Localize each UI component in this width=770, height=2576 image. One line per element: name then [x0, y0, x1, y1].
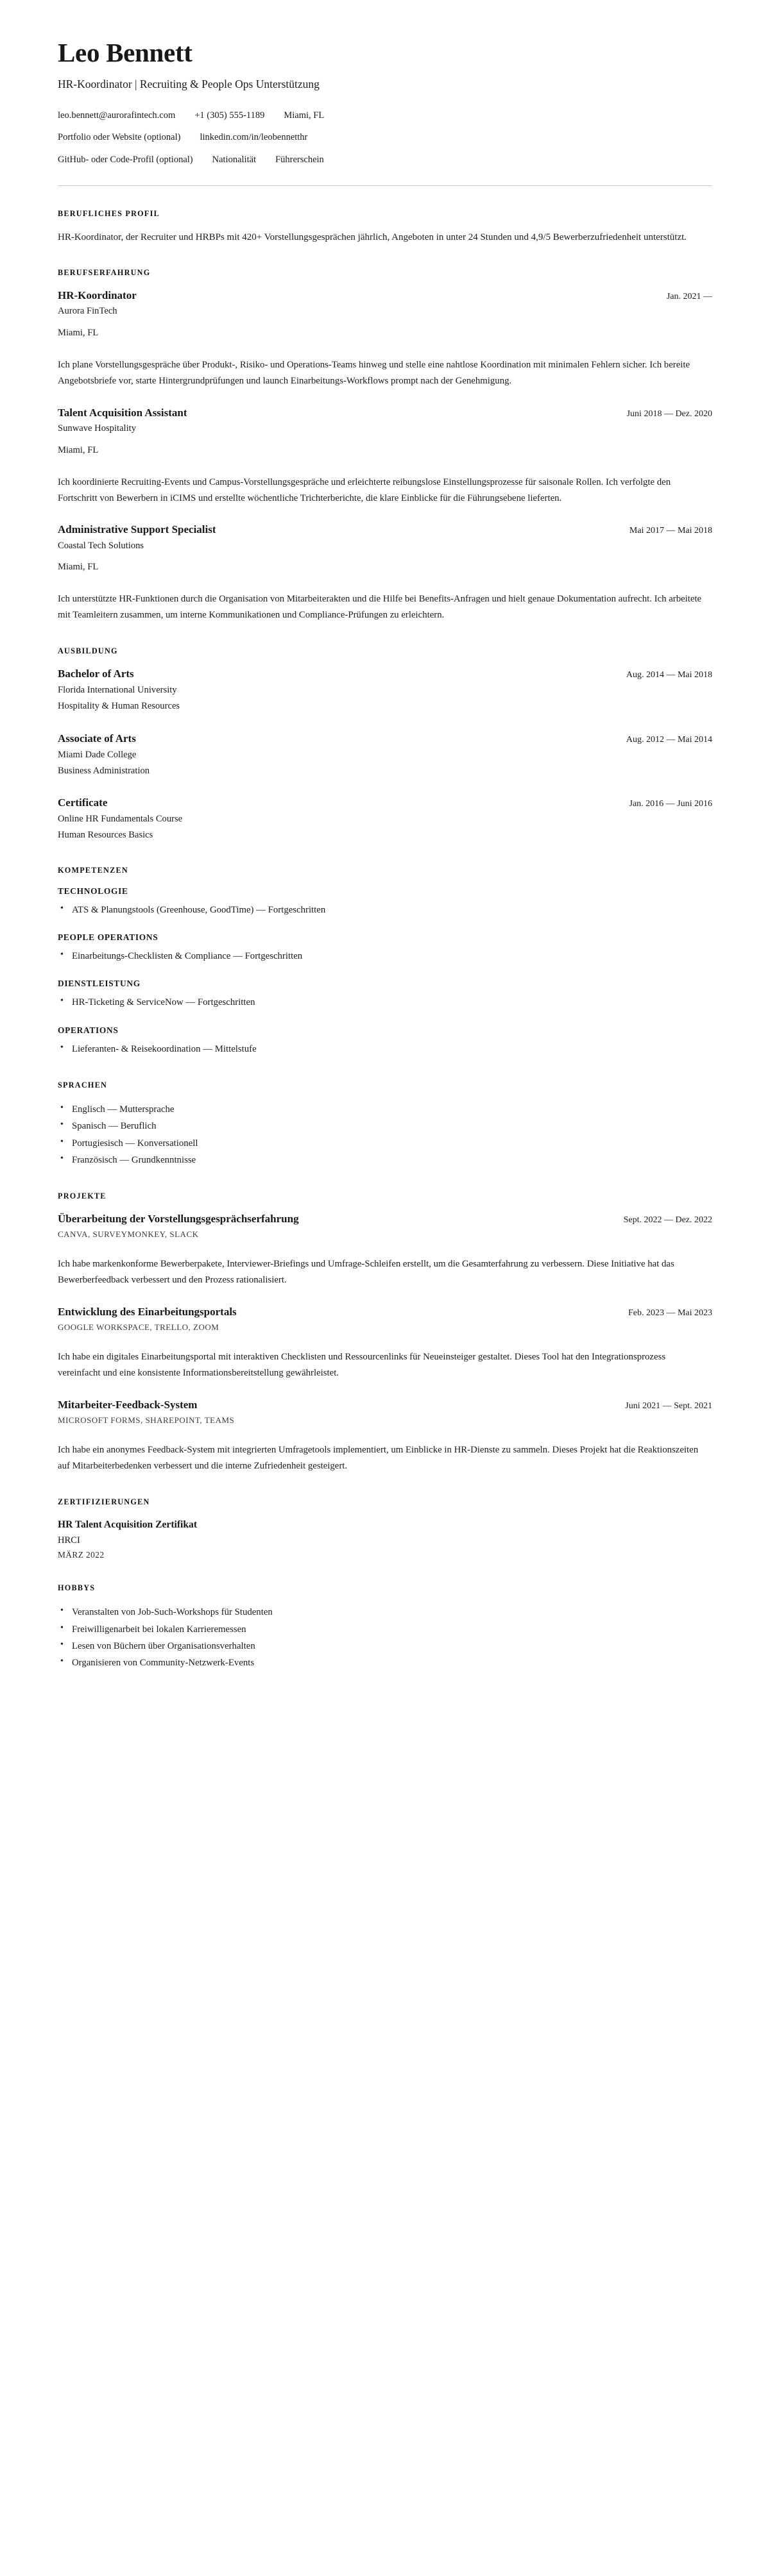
education-item-head	[58, 667, 712, 681]
section-title-hobbies: HOBBYS	[58, 1583, 96, 1593]
section-title-education: AUSBILDUNG	[58, 646, 118, 656]
skill-group	[58, 932, 712, 964]
project-tech-stack: CANVA, SURVEYMONKEY, SLACK	[58, 1229, 199, 1240]
project-item-head	[58, 1305, 712, 1319]
project-description: Ich habe markenkonforme Bewerberpakete, Interviewer-Briefings und Umfrage-Schleifen erstellt, um die Gesamterfahrung zu verbessern. Diese Initiative hat das Bewerberfeedback verbessert und den Prozess rationalisiert.	[58, 1259, 674, 1286]
education-field: Business Administration	[58, 765, 150, 776]
skill-group	[58, 886, 712, 918]
contact-github[interactable]: GitHub- oder Code-Profil (optional)	[58, 155, 193, 165]
hobby-item: • Freiwilligenarbeit bei lokalen Karrieremessen	[58, 1621, 712, 1638]
project-date-range: Juni 2021 — Sept. 2021	[625, 1401, 712, 1411]
language-list	[58, 1101, 712, 1168]
project-item-head	[58, 1212, 712, 1226]
contact-phone[interactable]: +1 (305) 555-1189	[194, 110, 265, 121]
education-degree: Associate of Arts	[58, 732, 136, 745]
project-title: Entwicklung des Einarbeitungsportals	[58, 1306, 237, 1318]
experience-description: Ich plane Vorstellungsgespräche über Produkt-, Risiko- und Operations-Teams hinweg und stelle eine nahtlose Koordination mit minimalen Fehlern sicher. Ich bereite Angebotsbriefe vor, starte Hintergrundprüfungen und launch Einarbeitungs-Workflows prompt nach der Genehmigung.	[58, 360, 690, 386]
skill-list	[58, 948, 712, 964]
skill-group-title: TECHNOLOGIE	[58, 886, 128, 896]
skill-group	[58, 979, 712, 1011]
experience-location: Miami, FL	[58, 444, 99, 455]
hobby-list	[58, 1604, 712, 1671]
education-school: Miami Dade College	[58, 749, 137, 760]
section-title-languages: SPRACHEN	[58, 1080, 108, 1090]
skill-group-title: DIENSTLEISTUNG	[58, 979, 141, 989]
header-divider	[58, 185, 712, 186]
project-description: Ich habe ein anonymes Feedback-System mit integrierten Umfragetools implementiert, um Einblicke in HR-Dienste zu sammeln. Dieses Projekt hat die Reaktionszeiten auf Mitarbeiterbedenken verbessert und die interne Zufriedenheit gesteigert.	[58, 1445, 699, 1472]
project-description: Ich habe ein digitales Einarbeitungsportal mit interaktiven Checklisten und Ressourcenlinks für Neueinsteiger gestaltet. Dieses Tool hat den Integrationsprozess vereinfacht und eine konsistente Informationsbereitstellung gewährleistet.	[58, 1352, 666, 1379]
experience-date-range: Juni 2018 — Dez. 2020	[626, 408, 712, 419]
experience-item-head	[58, 523, 712, 537]
project-tech-stack: GOOGLE WORKSPACE, TRELLO, ZOOM	[58, 1322, 219, 1333]
profile-summary-text: HR-Koordinator, der Recruiter und HRBPs mit 420+ Vorstellungsgesprächen jährlich, Angeboten in unter 24 Stunden und 4,9/5 Bewerberzufriedenheit unterstützt.	[58, 232, 687, 242]
education-school: Online HR Fundamentals Course	[58, 814, 183, 825]
project-item	[58, 1212, 712, 1288]
experience-company: Sunwave Hospitality	[58, 423, 137, 434]
certification-item	[58, 1518, 712, 1560]
section-title-skills: KOMPETENZEN	[58, 865, 128, 875]
project-title: Überarbeitung der Vorstellungsgesprächserfahrung	[58, 1213, 299, 1225]
section-title-projects: PROJEKTE	[58, 1191, 107, 1201]
section-hobbies	[58, 1583, 712, 1671]
project-item	[58, 1305, 712, 1381]
section-education	[58, 646, 712, 843]
language-item: • Französisch — Grundkenntnisse	[58, 1152, 712, 1168]
section-title-profile: BERUFLICHES PROFIL	[58, 208, 160, 218]
skill-item: • Lieferanten- & Reisekoordination — Mittelstufe	[58, 1041, 712, 1057]
section-projects	[58, 1191, 712, 1474]
skill-item: • ATS & Planungstools (Greenhouse, GoodTime) — Fortgeschritten	[58, 902, 712, 918]
education-date-range: Aug. 2014 — Mai 2018	[626, 670, 712, 680]
education-item	[58, 667, 712, 714]
hobby-item: • Organisieren von Community-Netzwerk-Events	[58, 1654, 712, 1671]
skill-group	[58, 1025, 712, 1057]
project-date-range: Feb. 2023 — Mai 2023	[628, 1308, 712, 1318]
experience-item	[58, 406, 712, 507]
education-date-range: Aug. 2012 — Mai 2014	[626, 734, 712, 745]
education-date-range: Jan. 2016 — Juni 2016	[629, 799, 712, 809]
skill-list	[58, 1041, 712, 1057]
contact-email[interactable]: leo.bennett@aurorafintech.com	[58, 110, 176, 121]
contact-nationality: Nationalität	[212, 155, 257, 165]
experience-company: Aurora FinTech	[58, 306, 117, 317]
certification-name: HR Talent Acquisition Zertifikat	[58, 1519, 198, 1530]
project-item-head	[58, 1398, 712, 1412]
experience-description: Ich koordinierte Recruiting-Events und Campus-Vorstellungsgespräche und erleichterte reibungslose Einstellungsprozesse für saisonale Rollen. Ich verfolgte den Fortschritt von Bewerbern in iCIMS und erstellte wöchentliche Trichterberichte, die klare Einblicke für die Führungsebene lieferten.	[58, 476, 671, 503]
contact-linkedin[interactable]: linkedin.com/in/leobennetthr	[200, 132, 308, 143]
hobby-item: • Veranstalten von Job-Such-Workshops für Studenten	[58, 1604, 712, 1621]
project-title: Mitarbeiter-Feedback-System	[58, 1399, 198, 1411]
language-item: • Spanisch — Beruflich	[58, 1118, 712, 1134]
skill-list	[58, 902, 712, 918]
experience-description: Ich unterstützte HR-Funktionen durch die Organisation von Mitarbeiterakten und die Hilfe bei Benefits-Anfragen und hielt genaue Dokumentation aufrecht. Ich arbeitete mit Teamleitern zusammen, um interne Kommunikationen und Compliance-Prüfungen zu erleichtern.	[58, 594, 702, 621]
section-certifications	[58, 1497, 712, 1560]
skill-list	[58, 994, 712, 1011]
project-item	[58, 1398, 712, 1474]
experience-item	[58, 523, 712, 623]
project-date-range: Sept. 2022 — Dez. 2022	[623, 1215, 712, 1225]
education-item	[58, 796, 712, 843]
education-degree: Bachelor of Arts	[58, 668, 134, 680]
education-degree: Certificate	[58, 796, 108, 809]
contact-driving-license: Führerschein	[275, 155, 324, 165]
experience-date-range: Mai 2017 — Mai 2018	[629, 526, 712, 536]
education-item	[58, 732, 712, 779]
hobby-item: • Lesen von Büchern über Organisationsverhalten	[58, 1638, 712, 1654]
language-item: • Englisch — Muttersprache	[58, 1101, 712, 1118]
experience-date-range: Jan. 2021 —	[666, 292, 712, 302]
section-title-certifications: ZERTIFIZIERUNGEN	[58, 1497, 150, 1506]
experience-company: Coastal Tech Solutions	[58, 540, 144, 551]
education-item-head	[58, 796, 712, 810]
contact-row-1	[58, 109, 712, 123]
contact-row-3	[58, 153, 712, 167]
section-skills	[58, 866, 712, 1057]
contact-location: Miami, FL	[284, 110, 325, 121]
section-profile	[58, 209, 712, 245]
section-languages	[58, 1081, 712, 1168]
education-item-head	[58, 732, 712, 746]
section-experience	[58, 268, 712, 623]
education-school: Florida International University	[58, 685, 177, 696]
experience-item-head	[58, 289, 712, 303]
resume-header	[58, 38, 712, 186]
candidate-name: Leo Bennett	[58, 38, 193, 67]
certification-issuer: HRCI	[58, 1535, 80, 1545]
section-title-experience: BERUFSERFAHRUNG	[58, 268, 151, 278]
experience-item-head	[58, 406, 712, 420]
experience-job-title: Administrative Support Specialist	[58, 523, 216, 536]
skill-group-title: OPERATIONS	[58, 1025, 119, 1035]
experience-location: Miami, FL	[58, 562, 99, 573]
experience-job-title: Talent Acquisition Assistant	[58, 406, 187, 419]
skill-group-title: PEOPLE OPERATIONS	[58, 932, 158, 942]
experience-location: Miami, FL	[58, 328, 99, 339]
contact-row-2	[58, 131, 712, 145]
skill-item: • Einarbeitungs-Checklisten & Compliance — Fortgeschritten	[58, 948, 712, 964]
experience-job-title: HR-Koordinator	[58, 289, 137, 302]
certification-date: MÄRZ 2022	[58, 1550, 105, 1560]
candidate-headline: HR-Koordinator | Recruiting & People Ops Unterstützung	[58, 77, 320, 90]
language-item: • Portugiesisch — Konversationell	[58, 1135, 712, 1152]
education-field: Hospitality & Human Resources	[58, 701, 180, 712]
education-field: Human Resources Basics	[58, 830, 153, 841]
experience-item	[58, 289, 712, 389]
skill-item: • HR-Ticketing & ServiceNow — Fortgeschritten	[58, 994, 712, 1011]
contact-portfolio[interactable]: Portfolio oder Website (optional)	[58, 132, 181, 143]
project-tech-stack: MICROSOFT FORMS, SHAREPOINT, TEAMS	[58, 1415, 235, 1426]
